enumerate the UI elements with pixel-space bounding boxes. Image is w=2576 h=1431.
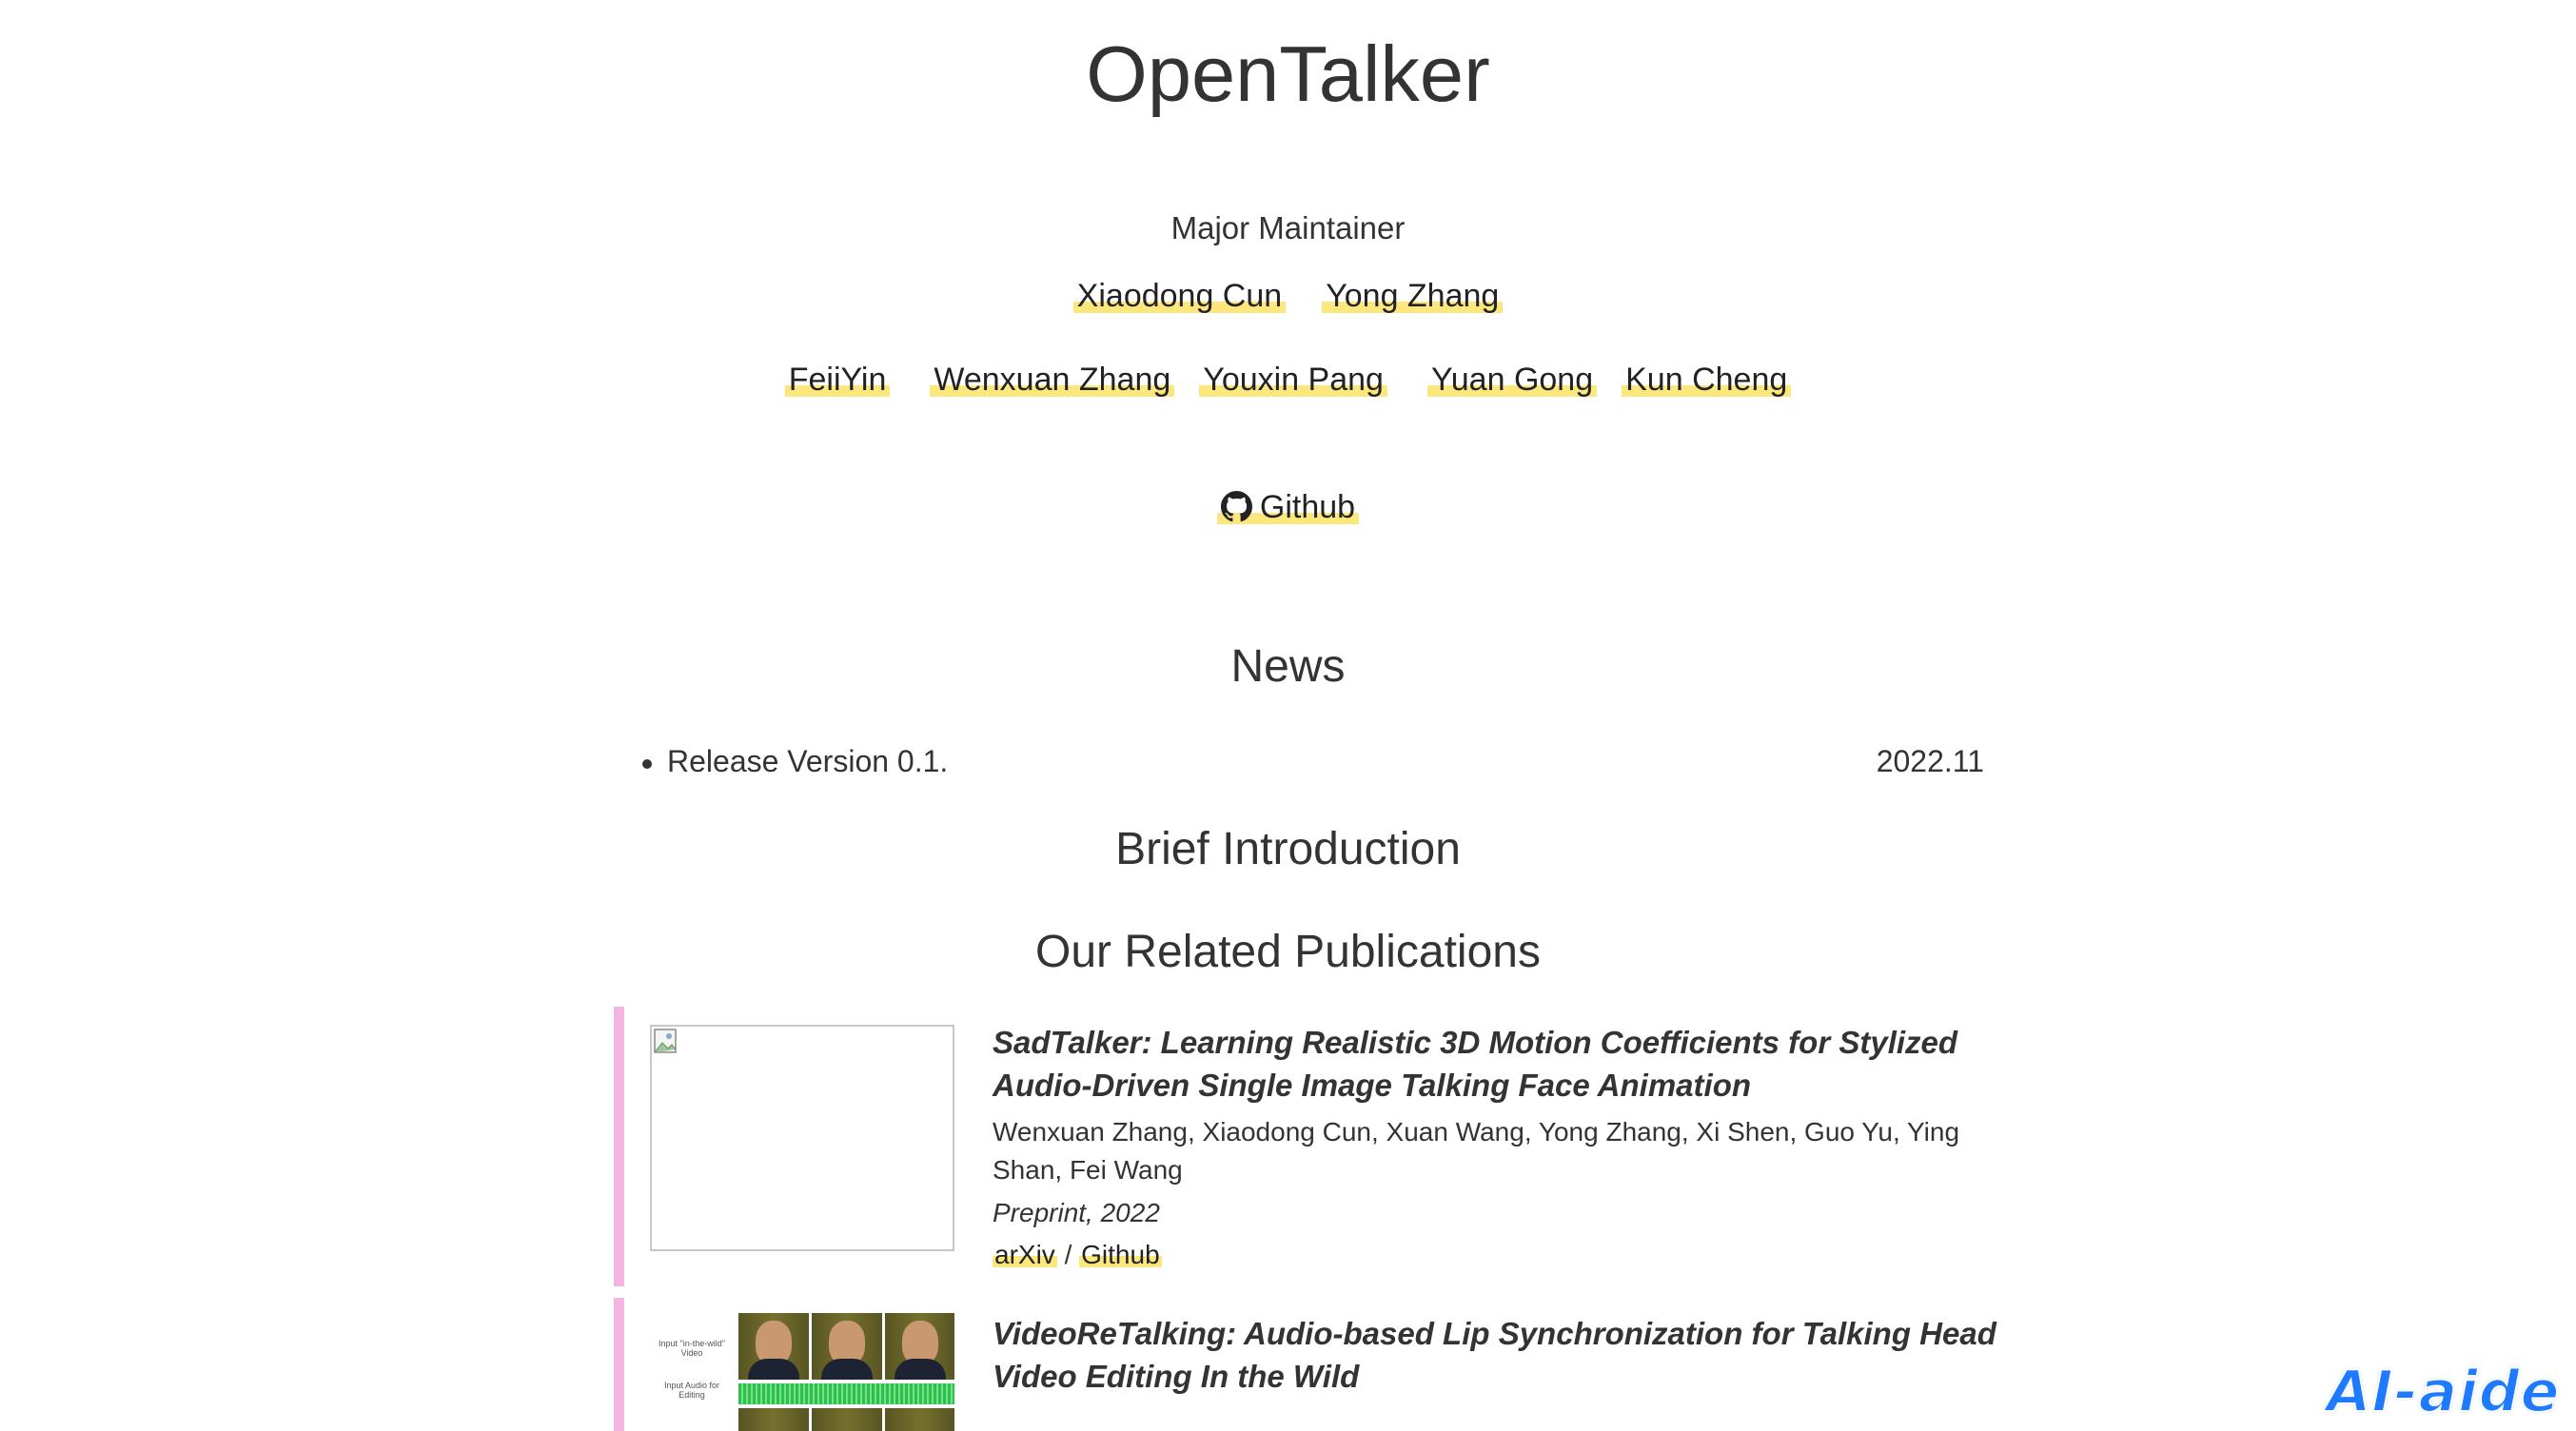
- maintainer-label: Major Maintainer: [1170, 210, 1406, 245]
- broken-image-icon: [652, 1027, 682, 1057]
- maintainer-link-xiaodong-cun[interactable]: Xiaodong Cun: [1073, 276, 1287, 317]
- arxiv-link[interactable]: arXiv: [994, 1240, 1055, 1270]
- venue-year: , 2022: [1086, 1198, 1160, 1228]
- github-paper-link[interactable]: Github: [1081, 1240, 1160, 1270]
- contributor-link-wenxuan-zhang[interactable]: Wenxuan Zhang: [930, 360, 1174, 401]
- news-item: [642, 743, 1984, 779]
- news-date: 2022.11: [1876, 744, 1984, 778]
- intro-heading: Brief Introduction: [1115, 824, 1461, 874]
- publications-heading: Our Related Publications: [1035, 927, 1541, 977]
- link-separator: /: [1056, 1240, 1080, 1270]
- video-frame: [885, 1408, 954, 1431]
- publication-venue: [993, 1198, 2001, 1228]
- video-frame: [812, 1313, 882, 1380]
- publication-title: VideoReTalking: Audio-based Lip Synchronization for Talking Head Video Editing In the Wild: [993, 1316, 1996, 1394]
- publication-thumbnail: [650, 1025, 954, 1251]
- video-frame: [738, 1313, 809, 1380]
- thumb-label-video: Input "in-the-wild" Video: [659, 1339, 725, 1358]
- audio-waveform: [738, 1383, 954, 1404]
- publication-thumbnail: [650, 1313, 954, 1431]
- publication-title: SadTalker: Learning Realistic 3D Motion Coefficients for Stylized Audio-Driven Single Image Talking Face Animation: [993, 1025, 1958, 1103]
- maintainer-list: [0, 276, 2576, 317]
- page-title: OpenTalker: [1086, 29, 1490, 118]
- venue-name: Preprint: [993, 1198, 1087, 1228]
- github-link[interactable]: [1217, 487, 1359, 528]
- contributor-list: [0, 360, 2576, 401]
- publication-links: [993, 1238, 2001, 1271]
- publication-text: [993, 1022, 2001, 1271]
- github-icon: [1221, 491, 1252, 522]
- publication-card-videoretalking: [614, 1298, 2014, 1431]
- news-text: Release Version 0.1.: [667, 744, 949, 778]
- news-heading: News: [1230, 641, 1346, 692]
- video-frame: [812, 1408, 882, 1431]
- contributor-link-kun-cheng[interactable]: Kun Cheng: [1622, 360, 1791, 401]
- contributor-link-feiiyin[interactable]: FeiiYin: [785, 360, 891, 401]
- thumb-label-audio: Input Audio for Editing: [663, 1381, 720, 1400]
- video-frame: [738, 1408, 809, 1431]
- video-frame: [885, 1313, 954, 1380]
- github-row: [0, 487, 2576, 528]
- bullet-icon: [642, 759, 652, 769]
- publication-authors: Wenxuan Zhang, Xiaodong Cun, Xuan Wang, Yong Zhang, Xi Shen, Guo Yu, Ying Shan, Fei Wang: [993, 1116, 1960, 1185]
- watermark-logo: AI-aide: [2327, 1359, 2561, 1425]
- publication-text: [993, 1313, 2001, 1399]
- contributor-link-youxin-pang[interactable]: Youxin Pang: [1199, 360, 1387, 401]
- contributor-link-yuan-gong[interactable]: Yuan Gong: [1427, 360, 1597, 401]
- publication-card-sadtalker: [614, 1007, 2014, 1286]
- maintainer-link-yong-zhang[interactable]: Yong Zhang: [1322, 276, 1503, 317]
- github-label: Github: [1259, 489, 1356, 525]
